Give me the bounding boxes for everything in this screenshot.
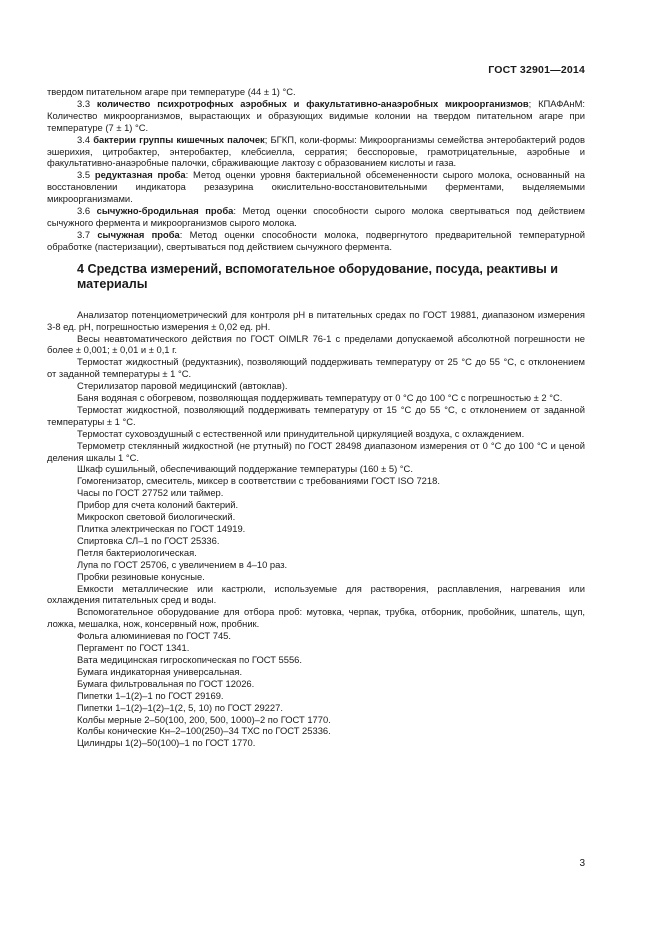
list-item: Прибор для счета колоний бактерий.: [77, 499, 239, 511]
list-item: Термостат жидкостной, позволяющий поддерживать температуру от 15 °С до 55 °С, с отклонением от заданной температуры ± 1 °С.: [47, 403, 585, 427]
list-item: Пергамент по ГОСТ 1341.: [77, 642, 190, 654]
list-item: Баня водяная с обогревом, позволяющая поддерживать температуру от 0 °С до 100 °С с погрешностью ± 2 °С.: [77, 392, 563, 404]
defined-term: редуктазная проба: [94, 169, 186, 181]
list-item: Анализатор потенциометрический для контроля рН в питательных средах по ГОСТ 19881, диапазоном измерения 3-8 ед. рН, погрешностью измерения ± 0,02 ед. рН.: [47, 308, 585, 332]
clause-number: 3.5: [77, 169, 91, 181]
definition-text: : Метод оценки способности молока, подвергнутого предварительной температурной обработке (пастеризации), свертываться под действием сычужного фермента.: [47, 228, 585, 252]
list-item: Вспомогательное оборудование для отбора проб: мутовка, черпак, трубка, отборник, пробойник, шпатель, щуп, ложка, мешалка, нож, консервный нож, пробник.: [47, 606, 585, 630]
list-item: Термометр стеклянный жидкостной (не ртутный) по ГОСТ 28498 диапазоном измерения от 0 °С до 100 °С и ценой деления шкалы 1 °С.: [47, 439, 585, 463]
list-item: Петля бактериологическая.: [77, 546, 197, 558]
list-item: Гомогенизатор, смеситель, миксер в соответствии с требованиями ГОСТ ISO 7218.: [77, 475, 440, 487]
list-item: Бумага фильтровальная по ГОСТ 12026.: [77, 677, 255, 689]
clause-number: 3.3: [77, 97, 91, 109]
equipment-list: [47, 309, 585, 750]
list-item: Стерилизатор паровой медицинский (автоклав).: [77, 380, 288, 392]
definition-text: : Метод оценки способности сырого молока свертываться под действием сычужного фермента и микроорганизмов сырого молока.: [47, 205, 585, 228]
list-item: Лупа по ГОСТ 25706, с увеличением в 4–10 раз.: [77, 558, 288, 570]
section-4-heading: 4 Средства измерений, вспомогательное оборудование, посуда, реактивы и материалы: [77, 261, 559, 291]
list-item: Часы по ГОСТ 27752 или таймер.: [77, 487, 224, 499]
definition-text: ; БГКП, коли-формы: Микроорганизмы семейства энтеробактерий родов эшерихия, цитробактер, энтеробактер, клебсиелла, серратия; бесспоровые, грамотрицательные, аэробные и факультативно-анаэробные палочки, сбраживающие лактозу с образованием кислоты и газа.: [47, 133, 585, 169]
definition-3-5: [47, 169, 585, 205]
list-item: Вата медицинская гигроскопическая по ГОСТ 5556.: [77, 653, 303, 665]
list-item: Плитка электрическая по ГОСТ 14919.: [77, 523, 246, 534]
clause-number: 3.6: [77, 205, 91, 217]
list-item: Фольга алюминиевая по ГОСТ 745.: [77, 630, 231, 642]
definition-3-3: [47, 98, 585, 134]
page-content: [47, 86, 585, 749]
definition-text: ; КПАФАнМ: Количество микроорганизмов, вырастающих и образующих видимые колонии на твердом питательном агаре при температуре (7 ± 1) °С.: [47, 97, 586, 133]
list-item: Шкаф сушильный, обеспечивающий поддержание температуры (160 ± 5) °С.: [77, 463, 413, 475]
list-item: Колбы мерные 2–50(100, 200, 500, 1000)–2 по ГОСТ 1770.: [77, 713, 331, 725]
defined-term: бактерии группы кишечных палочек: [93, 133, 265, 145]
list-item: Микроскоп световой биологический.: [77, 511, 236, 523]
list-item: Емкости металлические или кастрюли, используемые для растворения, расплавления, нагревания или охлаждения питательных сред и воды.: [47, 582, 585, 606]
page-number: 3: [579, 858, 585, 869]
list-item: Спиртовка СЛ–1 по ГОСТ 25336.: [77, 534, 220, 546]
definition-3-4: [47, 134, 585, 170]
list-item: Термостат жидкостный (редуктазник), позволяющий поддерживать температуру от 25 °С до 55 °С, с отклонением от заданной температуры ± 1 °С.: [47, 356, 585, 380]
list-item: Пипетки 1–1(2)–1 по ГОСТ 29169.: [77, 689, 224, 701]
list-item: Пипетки 1–1(2)–1(2)–1(2, 5, 10) по ГОСТ 29227.: [77, 701, 283, 713]
clause-number: 3.4: [77, 133, 91, 145]
clause-number: 3.7: [77, 228, 91, 240]
list-item: Весы неавтоматического действия по ГОСТ OIMLR 76-1 с пределами допускаемой абсолютной погрешности не более ± 0,001; ± 0,01 и ± 0,1 г.: [47, 332, 585, 356]
definition-text: : Метод оценки уровня бактериальной обсемененности сырого молока, основанный на восстановлении индикатора резазурина окислительно-восстановительными ферментами, выделяемыми микроорганизмами.: [47, 169, 585, 205]
defined-term: сычужно-бродильная проба: [96, 205, 234, 217]
list-item: Цилиндры 1(2)–50(100)–1 по ГОСТ 1770.: [77, 737, 256, 749]
defined-term: количество психротрофных аэробных и факультативно-анаэробных микроорганизмов: [96, 97, 529, 109]
standard-number: ГОСТ 32901—2014: [488, 64, 585, 76]
defined-term: сычужная проба: [97, 228, 180, 240]
list-item: Пробки резиновые конусные.: [77, 570, 205, 582]
definition-3-6: [47, 205, 585, 229]
list-item: Термостат суховоздушный с естественной или принудительной циркуляцией воздуха, с охлаждением.: [77, 427, 525, 439]
list-item: Колбы конические Кн–2–100(250)–34 ТХС по ГОСТ 25336.: [77, 725, 331, 737]
list-item: Бумага индикаторная универсальная.: [77, 665, 243, 677]
definition-3-7: [47, 229, 585, 253]
definition-continuation: твердом питательном агаре при температуре (44 ± 1) °С.: [47, 86, 296, 97]
